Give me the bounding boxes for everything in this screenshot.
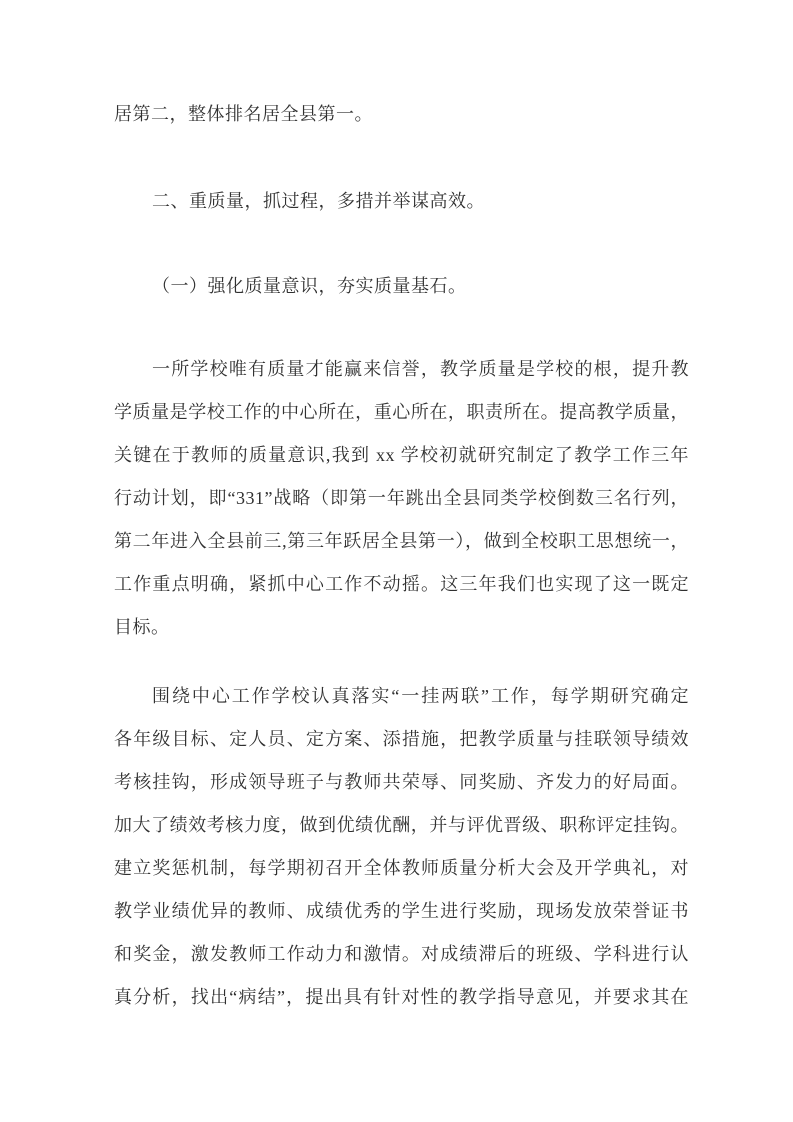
text-line: 关键在于教师的质量意识,我到 xx 学校初就研究制定了教学工作三年 bbox=[114, 445, 689, 465]
text-line: 二、重质量，抓过程，多措并举谋高效。 bbox=[152, 191, 485, 211]
section-heading bbox=[114, 180, 689, 223]
text-line: 各年级目标、定人员、定方案、添措施，把教学质量与挂联领导绩效 bbox=[114, 729, 689, 749]
text-line: 教学业绩优异的教师、成绩优秀的学生进行奖励，现场发放荣誉证书 bbox=[114, 901, 689, 921]
text-line: 加大了绩效考核力度，做到优绩优酬，并与评优晋级、职称评定挂钩。 bbox=[114, 815, 689, 835]
paragraph bbox=[114, 348, 689, 649]
text-line: 围绕中心工作学校认真落实“一挂两联”工作，每学期研究确定 bbox=[152, 686, 689, 706]
text-line: 居第二，整体排名居全县第一。 bbox=[114, 104, 373, 124]
text-line: 学质量是学校工作的中心所在，重心所在，职责所在。提高教学质量， bbox=[114, 402, 689, 422]
text-line: （一）强化质量意识，夯实质量基石。 bbox=[152, 276, 467, 296]
paragraph bbox=[114, 675, 689, 1019]
text-line: 和奖金，激发教师工作动力和激情。对成绩滞后的班级、学科进行认 bbox=[114, 944, 689, 964]
paragraph-fragment bbox=[114, 93, 689, 136]
text-line: 行动计划，即“331”战略（即第一年跳出全县同类学校倒数三名行列， bbox=[114, 488, 689, 508]
sub-section-heading bbox=[114, 265, 689, 308]
text-line: 目标。 bbox=[114, 617, 170, 637]
text-line: 真分析，找出“病结”，提出具有针对性的教学指导意见，并要求其在 bbox=[114, 987, 689, 1007]
document-text bbox=[114, 93, 689, 1019]
text-line: 建立奖惩机制，每学期初召开全体教师质量分析大会及开学典礼，对 bbox=[114, 858, 689, 878]
text-line: 一所学校唯有质量才能赢来信誉，教学质量是学校的根，提升教 bbox=[152, 359, 689, 379]
text-line: 工作重点明确，紧抓中心工作不动摇。这三年我们也实现了这一既定 bbox=[114, 574, 689, 594]
text-line: 第二年进入全县前三,第三年跃居全县第一），做到全校职工思想统一， bbox=[114, 531, 689, 551]
text-line: 考核挂钩，形成领导班子与教师共荣辱、同奖励、齐发力的好局面。 bbox=[114, 772, 689, 792]
